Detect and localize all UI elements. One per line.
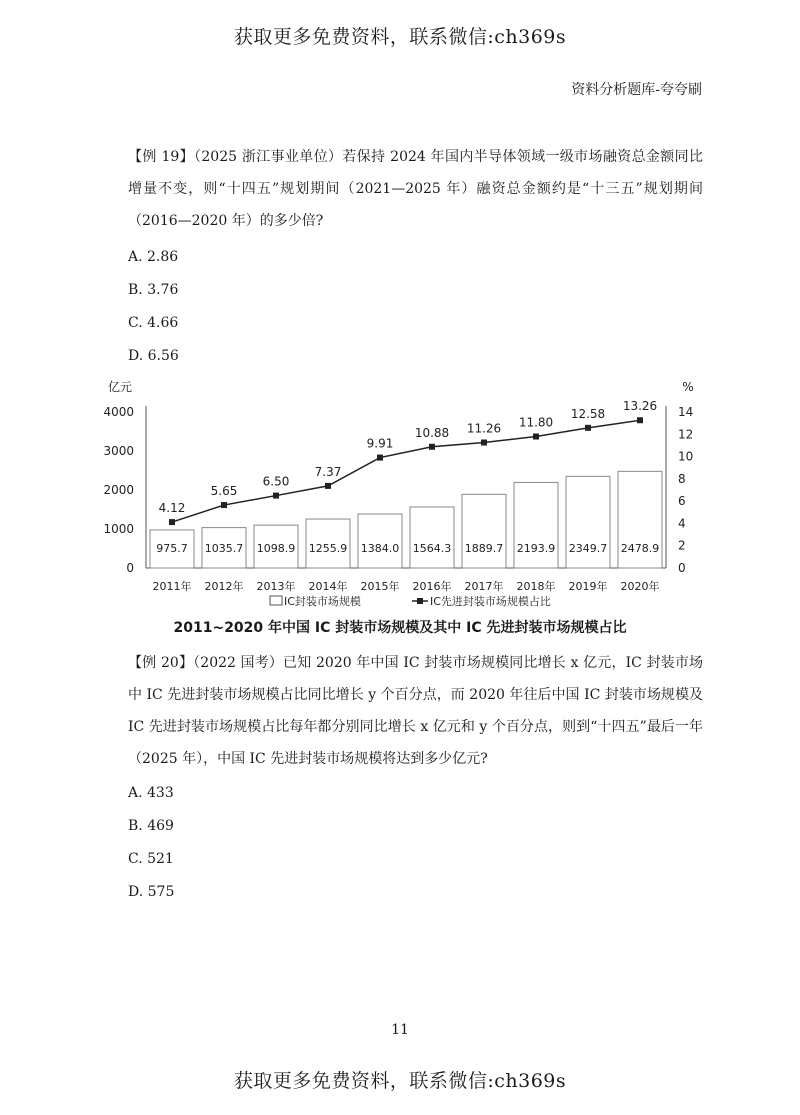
category-label: 2018年 [516, 580, 556, 593]
bar-value-label: 1889.7 [464, 542, 504, 555]
legend-bar-swatch [270, 596, 282, 605]
category-label: 2014年 [308, 580, 348, 593]
bottom-banner: 获取更多免费资料，联系微信:ch369s [233, 1070, 567, 1092]
line-value-label: 6.50 [262, 474, 290, 489]
header-title: 资料分析题库-夸夸刷 [571, 82, 702, 98]
bar-value-label: 2478.9 [620, 542, 660, 555]
bar-value-label: 1035.7 [204, 542, 244, 555]
left-axis-unit: 亿元 [107, 380, 133, 394]
q19-option-c: C. 4.66 [128, 315, 179, 331]
bar-value-label: 2193.9 [516, 542, 556, 555]
bar-value-label: 1098.9 [256, 542, 296, 555]
left-tick-label: 0 [126, 561, 134, 575]
top-banner: 获取更多免费资料，联系微信:ch369s [233, 26, 567, 48]
bar [514, 482, 558, 568]
bar-value-label: 975.7 [156, 542, 188, 555]
category-label: 2017年 [464, 580, 504, 593]
line-point [221, 502, 227, 508]
line-point [325, 483, 331, 489]
q20-option-c: C. 521 [128, 851, 174, 867]
line-value-label: 4.12 [158, 501, 186, 516]
line-point [585, 425, 591, 431]
category-label: 2016年 [412, 580, 452, 593]
line-point [169, 519, 175, 525]
line-value-label: 10.88 [414, 425, 450, 440]
bar-value-label: 2349.7 [568, 542, 608, 555]
page-number: 11 [391, 1022, 409, 1038]
bar-value-label: 1384.0 [360, 542, 400, 555]
right-tick-label: 14 [678, 405, 694, 419]
legend-line-label: IC先进封装市场规模占比 [430, 595, 551, 608]
legend-bar-label: IC封装市场规模 [284, 595, 361, 608]
line-value-label: 11.26 [466, 421, 502, 436]
line-value-label: 5.65 [210, 484, 238, 499]
ic-chart [0, 375, 800, 615]
line-point [429, 444, 435, 450]
right-tick-label: 0 [678, 561, 686, 575]
left-tick-label: 2000 [103, 483, 134, 497]
line-value-label: 12.58 [570, 406, 606, 421]
category-label: 2013年 [256, 580, 296, 593]
bar-value-label: 1255.9 [308, 542, 348, 555]
line-point [481, 440, 487, 446]
right-tick-label: 6 [678, 494, 686, 509]
right-tick-label: 8 [678, 471, 686, 486]
line-value-label: 7.37 [314, 464, 342, 479]
q19-option-a: A. 2.86 [128, 249, 179, 265]
line-point [377, 455, 383, 461]
right-axis-unit: % [682, 380, 694, 394]
chart-title: 2011~2020 年中国 IC 封装市场规模及其中 IC 先进封装市场规模占比 [173, 620, 627, 636]
q20-option-a: A. 433 [128, 785, 174, 801]
line-value-label: 9.91 [366, 436, 394, 451]
question-20-text: 【例 20】（2022 国考）已知 2020 年中国 IC 封装市场规模同比增长 x 亿元，IC 封装市场中 IC 先进封装市场规模占比同比增长 y 个百分点，而 2020 年往后中国 IC 封装市场规模及 IC 先进封装市场规模占比每年都分别同比增长 x 亿元和 y 个百分点，则到“十四五”最后一年（2025 年），中国 IC 先进封装市场规模将达到多少亿元? [128, 655, 703, 767]
left-tick-label: 1000 [103, 522, 134, 536]
line-value-label: 13.26 [622, 399, 658, 414]
legend-line-marker [417, 598, 423, 604]
line-point [533, 434, 539, 440]
q20-option-b: B. 469 [128, 818, 174, 834]
line-point [637, 417, 643, 423]
q19-option-d: D. 6.56 [128, 348, 179, 364]
question-19-text: 【例 19】（2025 浙江事业单位）若保持 2024 年国内半导体领域一级市场融资总金额同比增量不变，则“十四五”规划期间（2021—2025 年）融资总金额约是“十三五”规划期间（2016—2020 年）的多少倍? [128, 149, 703, 229]
bar-value-label: 1564.3 [412, 542, 452, 555]
left-tick-label: 3000 [103, 444, 134, 458]
right-tick-label: 10 [678, 449, 694, 464]
category-label: 2015年 [360, 580, 400, 593]
q19-option-b: B. 3.76 [128, 282, 179, 298]
line-point [273, 493, 279, 499]
category-label: 2011年 [152, 580, 192, 593]
right-tick-label: 12 [678, 427, 694, 442]
left-tick-label: 4000 [103, 405, 134, 419]
bar [410, 507, 454, 568]
line-value-label: 11.80 [518, 415, 554, 430]
q20-option-d: D. 575 [128, 884, 175, 900]
bar [358, 514, 402, 568]
bar [462, 494, 506, 568]
category-label: 2020年 [620, 580, 660, 593]
category-label: 2012年 [204, 580, 244, 593]
right-tick-label: 4 [678, 516, 686, 531]
category-label: 2019年 [568, 580, 608, 593]
right-tick-label: 2 [678, 538, 686, 553]
